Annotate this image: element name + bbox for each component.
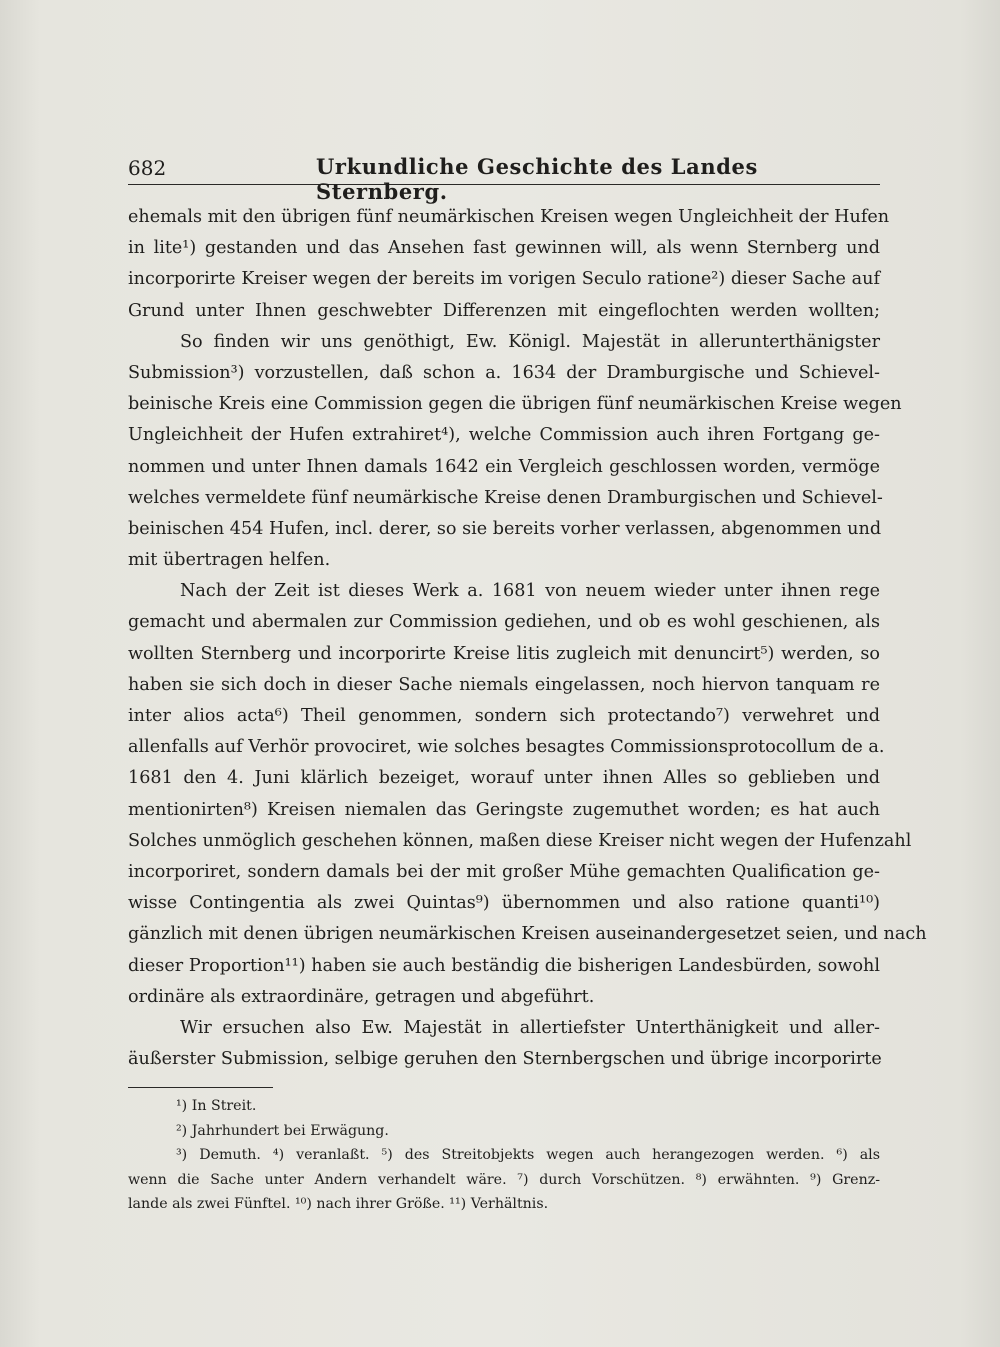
text-line: beinische Kreis eine Commission gegen die übrigen fünf neumärkischen Kreise wegen xyxy=(128,394,902,415)
footnote-divider xyxy=(128,1087,273,1088)
text-line: beinischen 454 Hufen, incl. derer, so sie bereits vorher verlassen, abgenommen und xyxy=(128,518,882,539)
text-line: wisse Contingentia als zwei Quintas⁹) übernommen und also ratione quanti¹⁰) xyxy=(128,893,880,914)
text-line: ehemals mit den übrigen fünf neumärkischen Kreisen wegen Ungleichheit der Hufen xyxy=(128,207,890,227)
text-line: Nach der Zeit ist dieses Werk a. 1681 von neuem wieder unter ihnen rege xyxy=(180,581,880,602)
page-header xyxy=(128,150,880,204)
text-line: Grund unter Ihnen geschwebter Differenzen mit eingeflochten werden wollten; xyxy=(128,300,880,321)
text-line: haben sie sich doch in dieser Sache niemals eingelassen, noch hiervon tanquam re xyxy=(128,674,880,695)
text-line: welches vermeldete fünf neumärkische Kreise denen Dramburgischen und Schievel- xyxy=(128,487,883,508)
page-number: 682 xyxy=(128,156,167,180)
text-line: gänzlich mit denen übrigen neumärkischen Kreisen auseinandergesetzet seien, und nach xyxy=(128,924,927,945)
running-title: Urkundliche Geschichte des Landes Sternberg. xyxy=(316,154,758,204)
text-line: Ungleichheit der Hufen extrahiret⁴), welche Commission auch ihren Fortgang ge- xyxy=(128,425,880,446)
text-line: äußerster Submission, selbige geruhen den Sternbergschen und übrige incorporirte xyxy=(128,1049,882,1070)
text-line: incorporirte Kreiser wegen der bereits im vorigen Seculo ratione²) dieser Sache auf xyxy=(128,269,880,290)
text-line: 1681 den 4. Juni klärlich bezeiget, worauf unter ihnen Alles so geblieben und xyxy=(128,768,880,789)
footnote-line: ³) Demuth. ⁴) veranlaßt. ⁵) des Streitobjekts wegen auch herangezogen werden. ⁶) als xyxy=(176,1147,880,1163)
text-line: Wir ersuchen also Ew. Majestät in allertiefster Unterthänigkeit und aller- xyxy=(180,1017,880,1038)
body-text xyxy=(128,202,927,1075)
text-line: Submission³) vorzustellen, daß schon a. 1634 der Dramburgische und Schievel- xyxy=(128,362,880,383)
text-line: dieser Proportion¹¹) haben sie auch beständig die bisherigen Landesbürden, sowohl xyxy=(128,955,880,976)
footnote-line: ²) Jahrhundert bei Erwägung. xyxy=(176,1122,389,1139)
footnote-line: lande als zwei Fünftel. ¹⁰) nach ihrer Größe. ¹¹) Verhältnis. xyxy=(128,1196,549,1212)
text-line: nommen und unter Ihnen damals 1642 ein Vergleich geschlossen worden, vermöge xyxy=(128,456,880,477)
footnotes xyxy=(128,1094,880,1217)
text-line: incorporiret, sondern damals bei der mit großer Mühe gemachten Qualification ge- xyxy=(128,861,880,882)
footnote-line: wenn die Sache unter Andern verhandelt wäre. ⁷) durch Vorschützen. ⁸) erwähnten. ⁹) Grenz- xyxy=(128,1171,880,1188)
text-line: So finden wir uns genöthigt, Ew. Königl. Majestät in allerunterthänigster xyxy=(180,331,880,352)
text-line: mit übertragen helfen. xyxy=(128,550,331,571)
text-line: inter alios acta⁶) Theil genommen, sondern sich protectando⁷) verwehret und xyxy=(128,706,880,726)
text-line: gemacht und abermalen zur Commission gediehen, und ob es wohl geschienen, als xyxy=(128,612,880,633)
text-line: mentionirten⁸) Kreisen niemalen das Geringste zugemuthet worden; es hat auch xyxy=(128,799,880,820)
text-line: wollten Sternberg und incorporirte Kreise litis zugleich mit denuncirt⁵) werden, so xyxy=(128,643,880,664)
text-line: Solches unmöglich geschehen können, maßen diese Kreiser nicht wegen der Hufenzahl xyxy=(128,830,912,851)
footnote-line: ¹) In Streit. xyxy=(176,1098,257,1114)
text-line: in lite¹) gestanden und das Ansehen fast gewinnen will, als wenn Sternberg und xyxy=(128,238,880,259)
text-line: allenfalls auf Verhör provociret, wie solches besagtes Commissionsprotocollum de a. xyxy=(128,737,885,758)
text-line: ordinäre als extraordinäre, getragen und abgeführt. xyxy=(128,986,595,1007)
